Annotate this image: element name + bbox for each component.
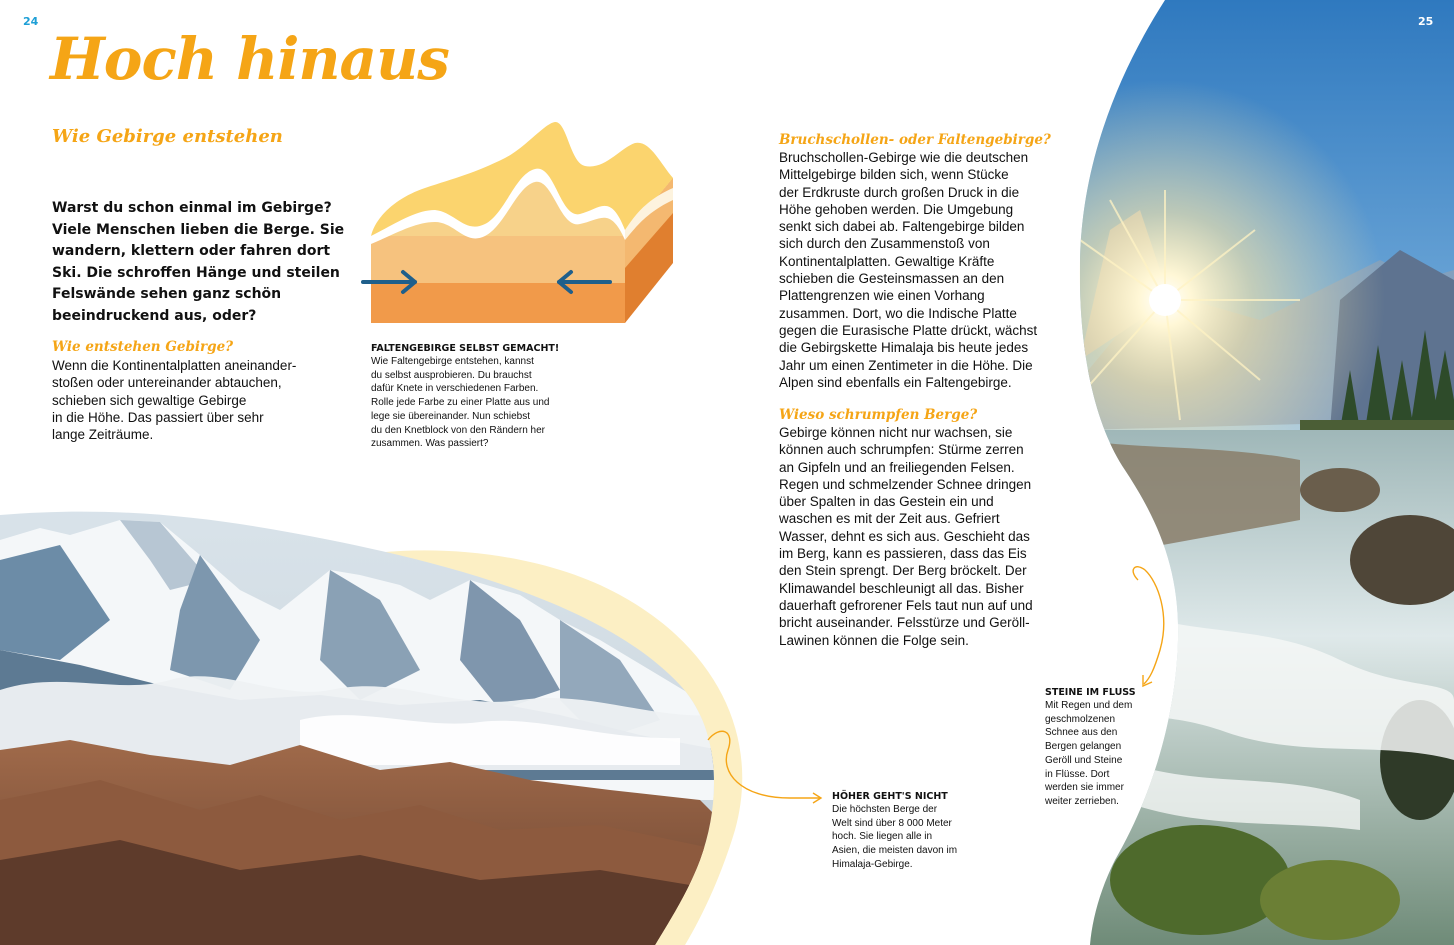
text-line: weiter zerrieben. [1045, 795, 1119, 807]
page-number-right: 25 [1418, 15, 1434, 28]
section-body [52, 357, 352, 443]
intro-paragraph: Warst du schon einmal im Gebirge? Viele Menschen lieben die Berge. Sie wandern, klettern oder fahren dort Ski. Die schroffen Hänge und steilen Felswände sehen ganz schön beeindruckend aus, oder? [52, 200, 345, 324]
caption-stones-in-river [1045, 686, 1155, 809]
text-line: Bergen gelangen [1045, 741, 1122, 753]
fold-mountain-block-illustration [355, 118, 685, 333]
caption-heading: HÖHER GEHT'S NICHT [832, 791, 948, 802]
text-line: schieben die Gesteinsmassen an den [779, 271, 1005, 287]
text-line: zusammen. Was passiert? [371, 438, 489, 450]
text-line: Kontinentalplatten. Gewaltige Kräfte [779, 253, 995, 269]
text-line: zusammen. Dort, wo die Indische Platte [779, 305, 1017, 321]
section-heading: Wie entstehen Gebirge? [52, 339, 234, 355]
text-line: im Berg, kann es passieren, dass das Eis [779, 546, 1027, 562]
text-line: gegen die Eurasische Platte drückt, wächst [779, 322, 1038, 338]
text-line: Jahr um einen Zentimeter in die Höhe. Die [779, 357, 1033, 373]
text-line: Alpen sind ebenfalls ein Faltengebirge. [779, 374, 1012, 390]
text-line: schieben sich gewaltige Gebirge [52, 392, 247, 408]
snowy-mountains-photo [0, 500, 760, 945]
text-line: senkt sich dabei ab. Faltengebirge bilden [779, 219, 1025, 235]
section-body [779, 149, 1069, 391]
text-line: dauerhaft gefrorener Fels taut nun auf und [779, 597, 1033, 613]
section-fault-or-fold [779, 132, 1069, 391]
text-line: bricht auseinander. Felsstürze und Geröll- [779, 615, 1030, 631]
page-title: Hoch hinaus [50, 25, 449, 93]
text-line: Mittelgebirge bilden sich, wenn Stücke [779, 167, 1009, 183]
text-line: Mit Regen und dem [1045, 700, 1133, 711]
caption-body [1045, 699, 1155, 809]
text-line: Wie Faltengebirge entstehen, kannst [371, 356, 534, 367]
text-line: waschen es mit der Zeit aus. Gefriert [779, 511, 1000, 527]
text-line: Höhe gehoben werden. Die Umgebung [779, 201, 1014, 217]
text-line: Himalaja-Gebirge. [832, 858, 913, 870]
text-line: Welt sind über 8 000 Meter [832, 817, 952, 829]
text-line: an Gipfeln und an freiliegenden Felsen. [779, 459, 1015, 475]
text-line: Regen und schmelzender Schnee dringen [779, 476, 1032, 492]
text-line: über Spalten in das Gestein ein und [779, 494, 994, 510]
text-line: den Stein sprengt. Der Berg bröckelt. Der [779, 563, 1027, 579]
section-body [779, 424, 1069, 649]
text-line: in Flüsse. Dort [1045, 768, 1110, 780]
page-number-left: 24 [23, 15, 39, 28]
text-line: Wasser, dehnt es sich aus. Geschieht das [779, 528, 1030, 544]
text-line: Plattengrenzen wie einen Vorhang [779, 288, 985, 304]
text-line: der Erdkruste durch großen Druck in die [779, 184, 1020, 200]
section-how-mountains-form [52, 339, 352, 443]
text-line: Gebirge können nicht nur wachsen, sie [779, 425, 1013, 440]
text-line: lege sie übereinander. Nun schiebst [371, 410, 530, 422]
text-line: du selbst ausprobieren. Du brauchst [371, 369, 532, 381]
caption-heading: STEINE IM FLUSS [1045, 687, 1136, 698]
text-line: Rolle jede Farbe zu einer Platte aus und [371, 397, 550, 409]
text-line: sich durch den Zusammenstoß von [779, 236, 990, 252]
text-line: dafür Knete in verschiedenen Farben. [371, 383, 539, 395]
section-heading: Bruchschollen- oder Faltengebirge? [779, 132, 1051, 148]
text-line: werden sie immer [1045, 782, 1124, 794]
text-line: Die höchsten Berge der [832, 804, 938, 815]
section-heading: Wieso schrumpfen Berge? [779, 407, 978, 423]
text-line: Asien, die meisten davon im [832, 845, 958, 857]
text-line: Lawinen können die Folge sein. [779, 632, 969, 648]
section-why-mountains-shrink [779, 407, 1069, 649]
caption-body [371, 355, 591, 451]
text-line: stoßen oder untereinander abtauchen, [52, 375, 282, 391]
text-line: in die Höhe. Das passiert über sehr [52, 409, 264, 425]
caption-body [832, 803, 1002, 872]
text-line: geschmolzenen [1045, 713, 1116, 725]
text-line: Schnee aus den [1045, 727, 1118, 739]
text-line: lange Zeiträume. [52, 427, 154, 443]
text-line: können auch schrumpfen: Stürme zerren [779, 442, 1024, 458]
text-line: Wenn die Kontinentalplatten aneinander- [52, 358, 297, 373]
text-line: du den Knetblock von den Rändern her [371, 424, 546, 436]
text-line: Bruchschollen-Gebirge wie die deutschen [779, 150, 1029, 165]
caption-heading: FALTENGEBIRGE SELBST GEMACHT! [371, 343, 560, 354]
fold-experiment-caption [371, 342, 591, 451]
caption-highest-mountains [832, 790, 1002, 872]
text-line: hoch. Sie liegen alle in [832, 831, 933, 843]
text-line: Geröll und Steine [1045, 754, 1123, 766]
text-line: Klimawandel beschleunigt all das. Bisher [779, 580, 1024, 596]
text-line: die Gebirgskette Himalaja bis heute jedes [779, 340, 1029, 356]
page-subtitle: Wie Gebirge entstehen [52, 126, 283, 147]
